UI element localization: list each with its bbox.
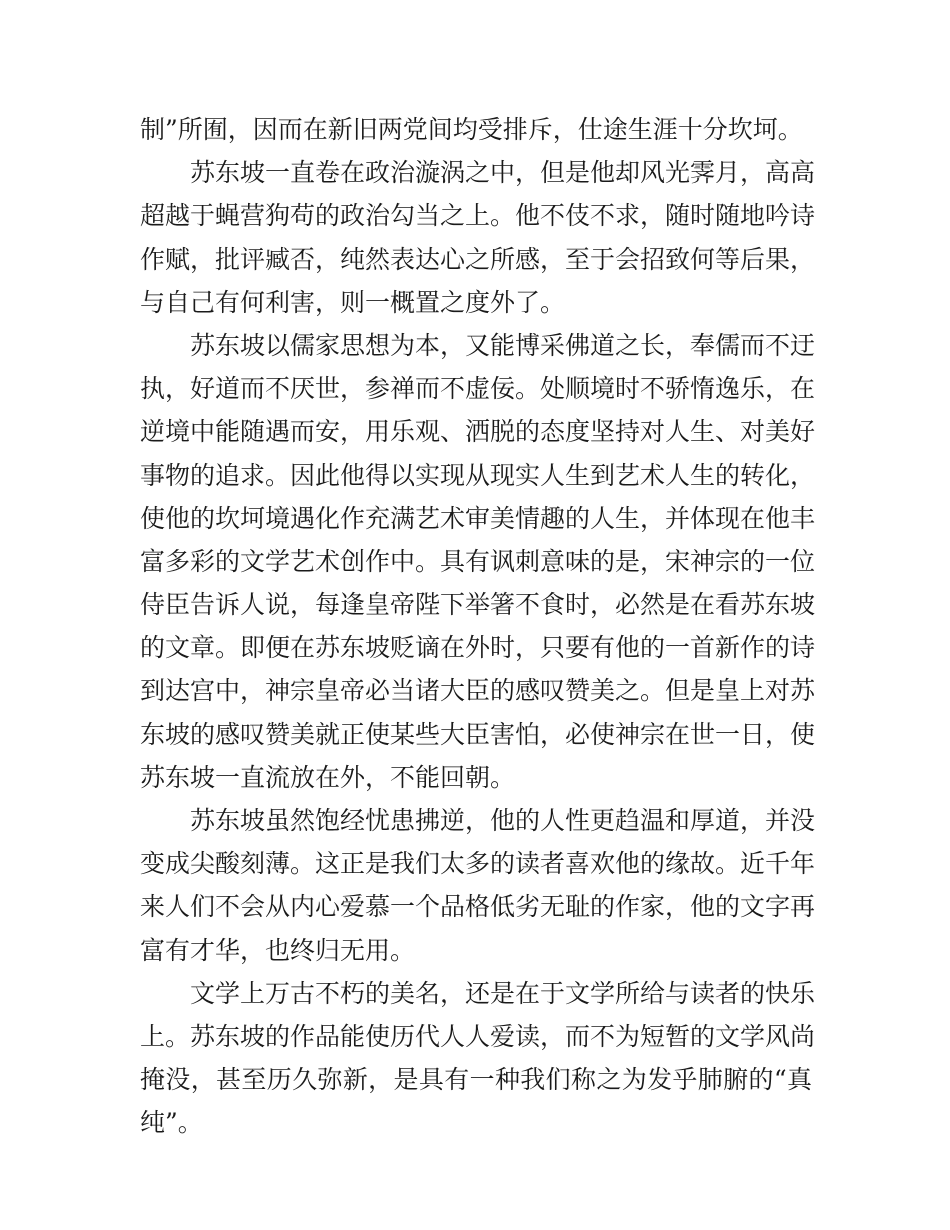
paragraph-1 xyxy=(140,108,812,151)
text-line: 富有才华，也终归无用。 xyxy=(140,935,416,965)
text-line: 制”所囿，因而在新旧两党间均受排斥，仕途生涯十分坎坷。 xyxy=(140,115,803,144)
text-line: 执，好道而不厌世，参禅而不虚佞。处顺境时不骄惰逸乐，在 xyxy=(140,374,816,404)
text-line: 苏东坡一直卷在政治漩涡之中，但是他却风光霁月，高高 xyxy=(190,158,816,188)
paragraph-2 xyxy=(140,151,816,324)
article-body xyxy=(140,108,816,1145)
text-line: 变成尖酸刻薄。这正是我们太多的读者喜欢他的缘故。近千年 xyxy=(140,849,816,879)
text-line: 上。苏东坡的作品能使历代人人爱读，而不为短暂的文学风尚 xyxy=(140,1021,816,1051)
text-line: 事物的追求。因此他得以实现从现实人生到艺术人生的转化， xyxy=(140,460,816,490)
text-line: 富多彩的文学艺术创作中。具有讽刺意味的是，宋神宗的一位 xyxy=(140,546,816,576)
text-line: 侍臣告诉人说，每逢皇帝陛下举箸不食时，必然是在看苏东坡 xyxy=(140,590,816,620)
text-line: 作赋，批评臧否，纯然表达心之所感，至于会招致何等后果， xyxy=(140,244,816,274)
text-line: 苏东坡一直流放在外，不能回朝。 xyxy=(140,762,516,792)
text-line: 苏东坡以儒家思想为本，又能博采佛道之长，奉儒而不迂 xyxy=(190,330,816,360)
text-line: 到达宫中，神宗皇帝必当诸大臣的感叹赞美之。但是皇上对苏 xyxy=(140,676,816,706)
text-line: 的文章。即便在苏东坡贬谪在外时，只要有他的一首新作的诗 xyxy=(140,633,816,663)
text-line: 超越于蝇营狗苟的政治勾当之上。他不伎不求，随时随地吟诗 xyxy=(140,201,816,231)
paragraph-5 xyxy=(140,972,816,1145)
text-line: 使他的坎坷境遇化作充满艺术审美情趣的人生，并体现在他丰 xyxy=(140,503,816,533)
text-line: 文学上万古不朽的美名，还是在于文学所给与读者的快乐 xyxy=(190,978,816,1008)
text-line: 东坡的感叹赞美就正使某些大臣害怕，必使神宗在世一日，使 xyxy=(140,719,816,749)
text-line: 掩没，甚至历久弥新，是具有一种我们称之为发乎肺腑的“真 xyxy=(140,1065,812,1095)
text-line: 来人们不会从内心爱慕一个品格低劣无耻的作家，他的文字再 xyxy=(140,892,816,922)
text-line: 纯”。 xyxy=(140,1108,203,1138)
text-line: 苏东坡虽然饱经忧患拂逆，他的人性更趋温和厚道，并没 xyxy=(190,806,816,835)
text-line: 与自己有何利害，则一概置之度外了。 xyxy=(140,287,566,317)
paragraph-3 xyxy=(140,324,816,799)
text-line: 逆境中能随遇而安，用乐观、洒脱的态度坚持对人生、对美好 xyxy=(140,417,816,447)
paragraph-4 xyxy=(140,799,816,972)
